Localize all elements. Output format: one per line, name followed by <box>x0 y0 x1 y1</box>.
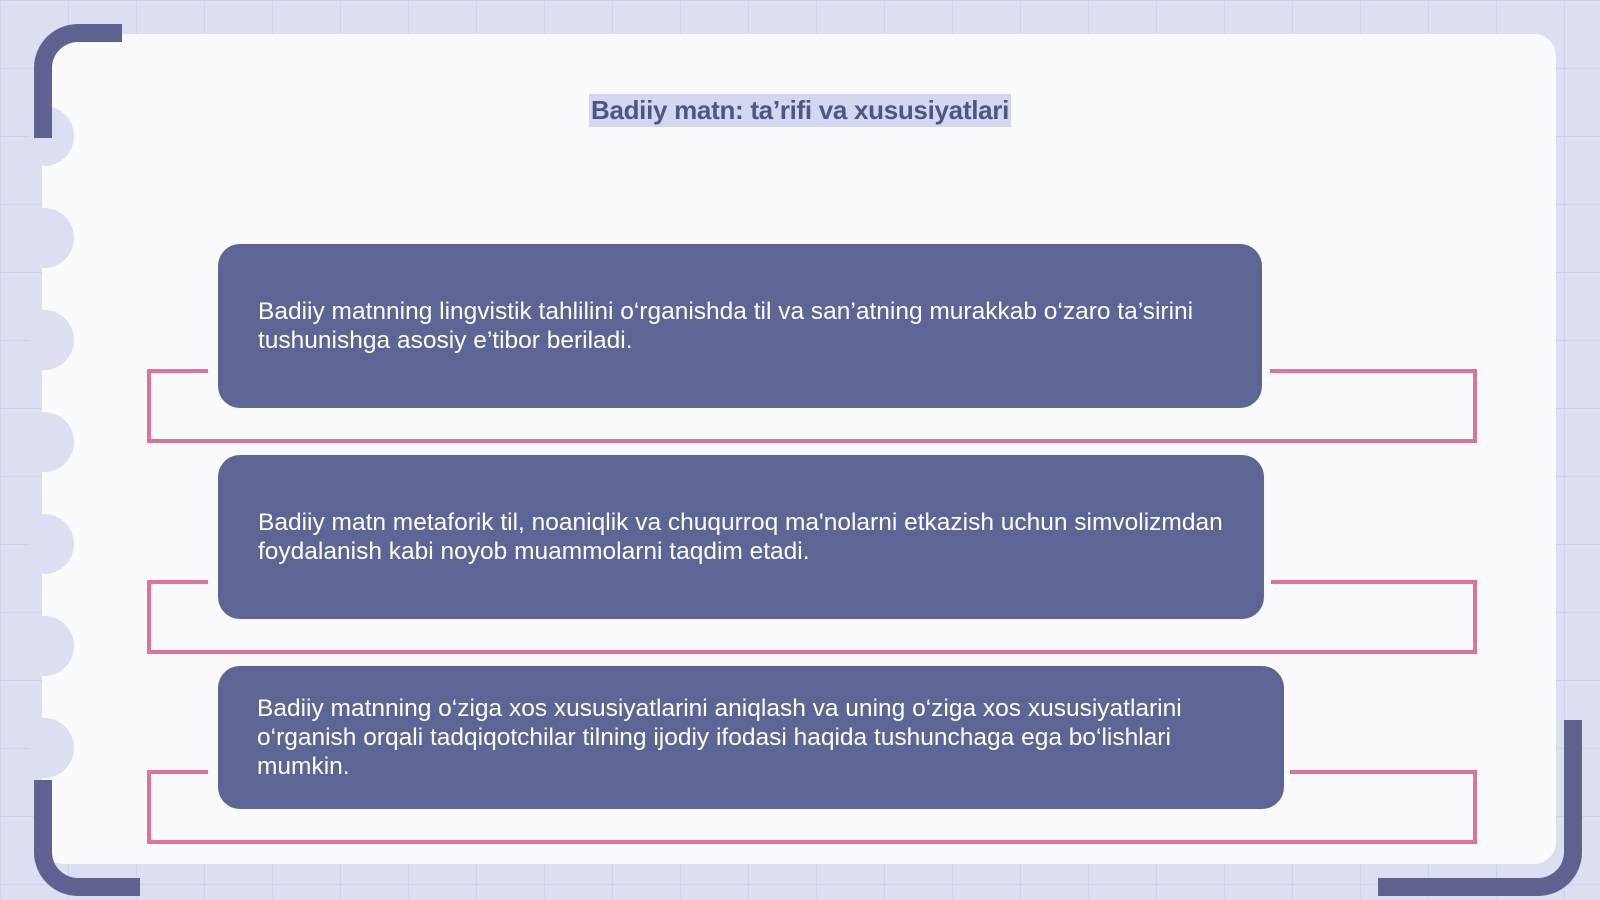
info-card-3 <box>218 666 1284 809</box>
slide-title-container <box>0 94 1600 127</box>
info-card-text: Badiiy matnning lingvistik tahlilini o‘rganishda til va san’atning murakkab o‘zaro ta’sirini tushunishga asosiy e’tibor beriladi. <box>258 298 1194 354</box>
info-card-1 <box>218 244 1262 408</box>
info-card-text: Badiiy matn metaforik til, noaniqlik va chuqurroq ma'nolarni etkazish uchun simvolizmdan foydalanish kabi noyob muammolarni taqdim etadi. <box>258 509 1223 565</box>
info-card-text: Badiiy matnning o‘ziga xos xususiyatlarini aniqlash va uning o‘ziga xos xususiyatlarini o‘rganish orqali tadqiqotchilar tilning ijodiy ifodasi haqida tushunchaga ega bo‘lishlari mumkin. <box>257 695 1182 780</box>
slide-title: Badiiy matn: ta’rifi va xususiyatlari <box>590 95 1010 125</box>
info-card-2 <box>218 455 1264 619</box>
corner-bracket-bottom-left <box>34 780 140 896</box>
